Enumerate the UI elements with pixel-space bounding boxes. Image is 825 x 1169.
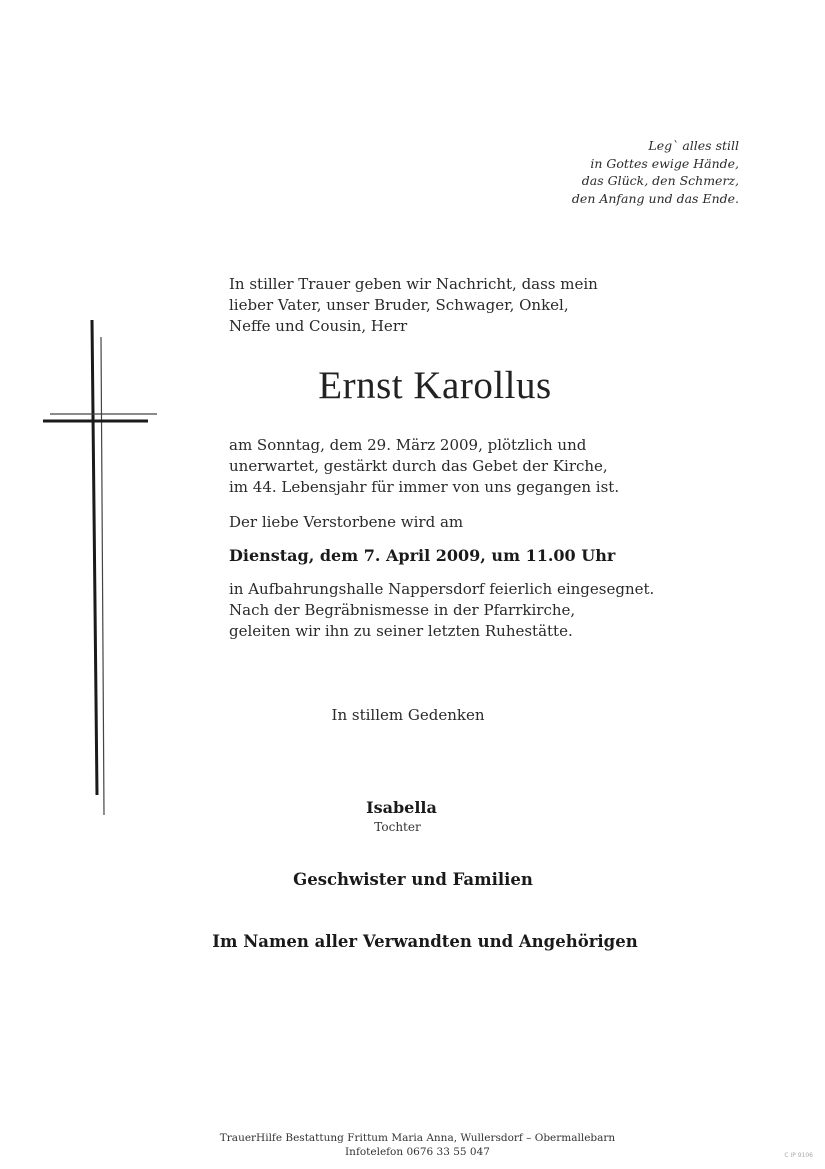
form-code: C IP 9106 <box>784 1152 813 1159</box>
intro-line: In stiller Trauer geben wir Nachricht, dass mein <box>229 275 598 293</box>
footer-phone: Infotelefon 0676 33 55 047 <box>345 1146 490 1158</box>
family-line: Geschwister und Familien <box>293 870 533 889</box>
place-line: Nach der Begräbnismesse in der Pfarrkirche, <box>229 601 576 619</box>
funeral-date: Dienstag, dem 7. April 2009, um 11.00 Uhr <box>229 546 616 565</box>
poem-verse <box>439 137 739 207</box>
remembrance-text: In stillem Gedenken <box>331 706 485 724</box>
death-paragraph <box>229 435 789 498</box>
poem-line: Leg` alles still <box>648 138 739 153</box>
poem-line: den Anfang und das Ende. <box>571 190 739 206</box>
relatives-line: Im Namen aller Verwandten und Angehörigen <box>212 932 638 951</box>
funeral-place-paragraph <box>229 579 789 642</box>
poem-line: das Glück, den Schmerz, <box>581 173 739 188</box>
place-line: in Aufbahrungshalle Nappersdorf feierlich eingesegnet. <box>229 580 655 598</box>
death-line: im 44. Lebensjahr für immer von uns gegangen ist. <box>229 478 620 496</box>
intro-line: lieber Vater, unser Bruder, Schwager, Onkel, <box>229 296 569 314</box>
place-line: geleiten wir ihn zu seiner letzten Ruhestätte. <box>229 622 573 640</box>
signer-name: Isabella <box>366 798 437 817</box>
footer-company: TrauerHilfe Bestattung Frittum Maria Anna, Wullersdorf – Obermallebarn <box>219 1132 616 1144</box>
signer-relation: Tochter <box>374 820 421 834</box>
intro-line: Neffe und Cousin, Herr <box>229 317 408 335</box>
funeral-announce-text: Der liebe Verstorbene wird am <box>229 513 464 531</box>
footer <box>0 1131 825 1159</box>
death-line: am Sonntag, dem 29. März 2009, plötzlich und <box>229 436 587 454</box>
funeral-announce <box>229 512 789 533</box>
deceased-name: Ernst Karollus <box>318 364 552 407</box>
poem-line: in Gottes ewige Hände, <box>590 155 739 171</box>
intro-paragraph <box>229 274 789 337</box>
death-line: unerwartet, gestärkt durch das Gebet der Kirche, <box>229 457 608 475</box>
